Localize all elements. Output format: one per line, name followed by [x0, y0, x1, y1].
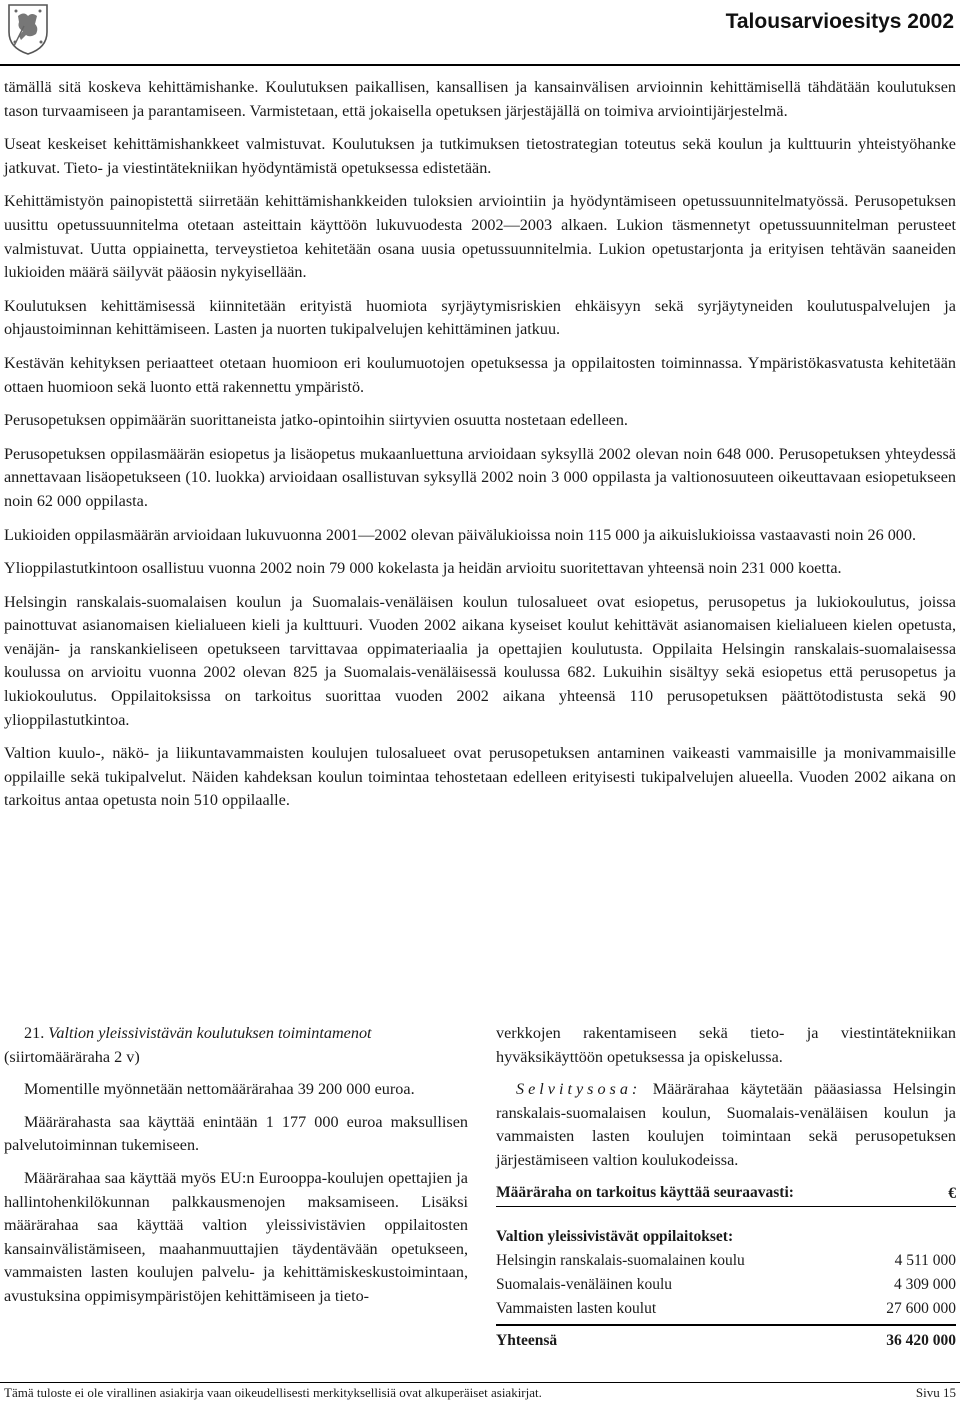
paragraph: Kehittämistyön painopistettä siirretään kehittämishankkeiden tuloksien arviointiin ja hyödyntämiseen opetussuunnitelmatyössä. Perusopetuksen uusittu opetussuunnitelma otetaan asteittain käyttöön lukuvuodesta 2002—2003 alkaen. Lukion täsmennetyt opetussuunnitelman perusteet valmistuvat. Uutta oppiainetta, terveystietoa kehitetään osana uusia opetussuunnitelmia. Lukion opetustarjonta ja erityisen tehtävän saaneiden lukioiden määrä säilyvät pääosin nykyisellään.	[4, 192, 956, 282]
paragraph: Perusopetuksen oppilasmäärän esiopetus ja lisäopetus mukaanluettuna arvioidaan syksyllä 2002 olevan noin 648 000. Perusopetuksen yhteydessä annettavaan lisäopetukseen (10. luokka) arvioidaan osallistuvan syksyllä 2002 noin 3 000 oppilasta ja valtionosuuteen oikeuttavaan esiopetukseen noin 62 000 oppilasta.	[4, 444, 956, 510]
paragraph: Valtion kuulo-, näkö- ja liikuntavammaisten koulujen tulosalueet ovat perusopetuksen antaminen vaikeasti vammaisille ja monivammaisille oppilaille sekä tukipalvelut. Näiden kahdeksan koulun toimintaa tehostetaan edelleen erityisesti tukipalvelujen alueella. Vuoden 2002 aikana on tarkoitus antaa opetusta noin 510 oppilaalle.	[4, 744, 956, 810]
total-value: 36 420 000	[826, 1325, 956, 1353]
table-header-row	[496, 1182, 956, 1207]
row-label: Helsingin ranskalais-suomalainen koulu	[496, 1251, 745, 1269]
page-header	[0, 0, 960, 62]
right-column	[496, 1022, 956, 1353]
paragraph: verkkojen rakentamiseen sekä tieto- ja viestintätekniikan hyväksikäyttöön opetuksessa ja opiskelussa.	[496, 1024, 956, 1066]
table-row	[496, 1273, 956, 1297]
footer-rule	[0, 1382, 960, 1383]
table-row	[496, 1297, 956, 1325]
row-value: 27 600 000	[886, 1299, 956, 1317]
budget-section	[4, 1022, 956, 1352]
selvitysosa-text: Määrärahaa käytetään pääasiassa Helsingin ranskalais-suomalaisen koulun, Suomalais-venäläisen koulun ja vammaisten lasten koulujen toimintaan sekä perusopetuksen järjestämiseen valtion koulukodeissa.	[496, 1080, 956, 1169]
coat-of-arms-icon	[6, 2, 50, 56]
document-title: Talousarvioesitys 2002	[725, 10, 954, 33]
paragraph: Määrärahaa saa käyttää myös EU:n Eurooppa-koulujen opettajien ja hallintohenkilökunnan palkkausmenojen maksamiseen. Lisäksi määrärahaa saa käyttää valtion yleissivistävien oppilaitosten kansainvälistämiseen, maahanmuuttajien täydentävään opetukseen, vammaisten lasten koulujen palvelu- ja kehittämiskeskustoimintaan, avustuksina oppimisympäristöjen kehittämiseen ja tieto-	[4, 1168, 468, 1305]
total-label: Yhteensä	[496, 1325, 826, 1353]
section-subtitle: (siirtomääräraha 2 v)	[4, 1047, 140, 1066]
selvitysosa-paragraph	[496, 1078, 956, 1172]
selvitysosa-label: Selvitysosa:	[516, 1080, 642, 1099]
footer-note: Tämä tuloste ei ole virallinen asiakirja vaan oikeudellisesti merkityksellisiä ovat alkuperäiset asiakirjat.	[4, 1385, 542, 1400]
paragraph: Lukioiden oppilasmäärän arvioidaan lukuvuonna 2001—2002 olevan päivälukioissa noin 115 000 ja aikuislukioissa vastaavasti noin 26 000.	[4, 525, 917, 544]
paragraph: Useat keskeiset kehittämishankkeet valmistuvat. Koulutuksen ja tutkimuksen tietostrategian toteutus sekä koulun ja kulttuurin yhteistyöhanke jatkuvat. Tieto- ja viestintätekniikan hyödyntämistä opetuksessa edistetään.	[4, 135, 956, 177]
row-label: Suomalais-venäläinen koulu	[496, 1275, 673, 1293]
paragraph: Koulutuksen kehittämisessä kiinnitetään erityistä huomiota syrjäytymisriskien ehkäisyyn sekä syrjäytyneiden koulutuspalvelujen ja ohjaustoiminnan kehittämiseen. Lasten ja nuorten tukipalvelujen kehittäminen jatkuu.	[4, 296, 956, 339]
spacer-row	[496, 1206, 956, 1225]
paragraph: Momentille myönnetään nettomäärärahaa 39 200 000 euroa.	[24, 1080, 415, 1099]
row-value: 4 309 000	[894, 1275, 956, 1293]
left-column	[4, 1022, 468, 1318]
group-heading: Valtion yleissivistävät oppilaitokset:	[496, 1227, 734, 1245]
header-rule	[0, 64, 960, 66]
paragraph: Perusopetuksen oppimäärän suorittaneista jatko-opintoihin siirtyvien osuutta nostetaan edelleen.	[4, 411, 628, 430]
paragraph: Helsingin ranskalais-suomalaisen koulun ja Suomalais-venäläisen koulun tulosalueet ovat esiopetus, perusopetus ja lukiokoulutus, joissa painottuvat asianomaisen kielialueen kieli ja kulttuuri. Vuoden 2002 aikana kyseiset koulut kehittävät asianomaisen kielialueen kielen opetusta, venäjän- ja ranskankieliseen opetukseen tarvittavaa oppimateriaalia ja opettajien koulutusta. Oppilaita Helsingin ranskalais-suomalaisessa koulussa on arvioitu vuonna 2002 olevan 825 ja Suomalais-venäläisessä koulussa 682. Lukuihin sisältyy sekä esiopetus että perusopetus ja lukiokoulutus. Oppilaitoksissa on tarkoitus suorittaa vuoden 2002 aikana yhteensä 110 perusopetuksen päättötodistusta sekä 90 ylioppilastutkintoa.	[4, 592, 956, 729]
paragraph: Ylioppilastutkintoon osallistuu vuonna 2002 noin 79 000 kokelasta ja heidän arvioitu suoritettavan yhteensä noin 231 000 koetta.	[4, 559, 842, 578]
main-text	[4, 76, 956, 823]
group-heading-row	[496, 1225, 956, 1249]
allocation-table	[496, 1182, 956, 1353]
page-number: Sivu 15	[915, 1385, 956, 1400]
table-heading: Määräraha on tarkoitus käyttää seuraavasti:	[496, 1182, 826, 1207]
paragraph: Kestävän kehityksen periaatteet otetaan huomioon eri koulumuotojen opetuksessa ja oppilaitosten toiminnassa. Ympäristökasvatusta kehitetään ottaen huomioon sekä luonto että rakennettu ympäristö.	[4, 353, 956, 396]
paragraph: tämällä sitä koskeva kehittämishanke. Koulutuksen paikallisen, kansallisen ja kansainvälisen arvioinnin kehittämisellä tähdätään koulutuksen tason turvaamiseen ja parantamiseen. Varmistetaan, että jokaisella opetuksen järjestäjällä on toimiva arviointijärjestelmä.	[4, 78, 956, 120]
row-value: 4 511 000	[894, 1251, 956, 1269]
section-number: 21.	[24, 1024, 45, 1042]
currency-label: €	[826, 1182, 956, 1207]
row-label: Vammaisten lasten koulut	[496, 1299, 657, 1317]
section-heading	[4, 1022, 468, 1046]
total-row	[496, 1325, 956, 1353]
section-title: Valtion yleissivistävän koulutuksen toimintamenot	[48, 1024, 372, 1042]
table-row	[496, 1249, 956, 1273]
paragraph: Määrärahasta saa käyttää enintään 1 177 000 euroa maksullisen palvelutoiminnan tukemiseen.	[4, 1112, 468, 1155]
